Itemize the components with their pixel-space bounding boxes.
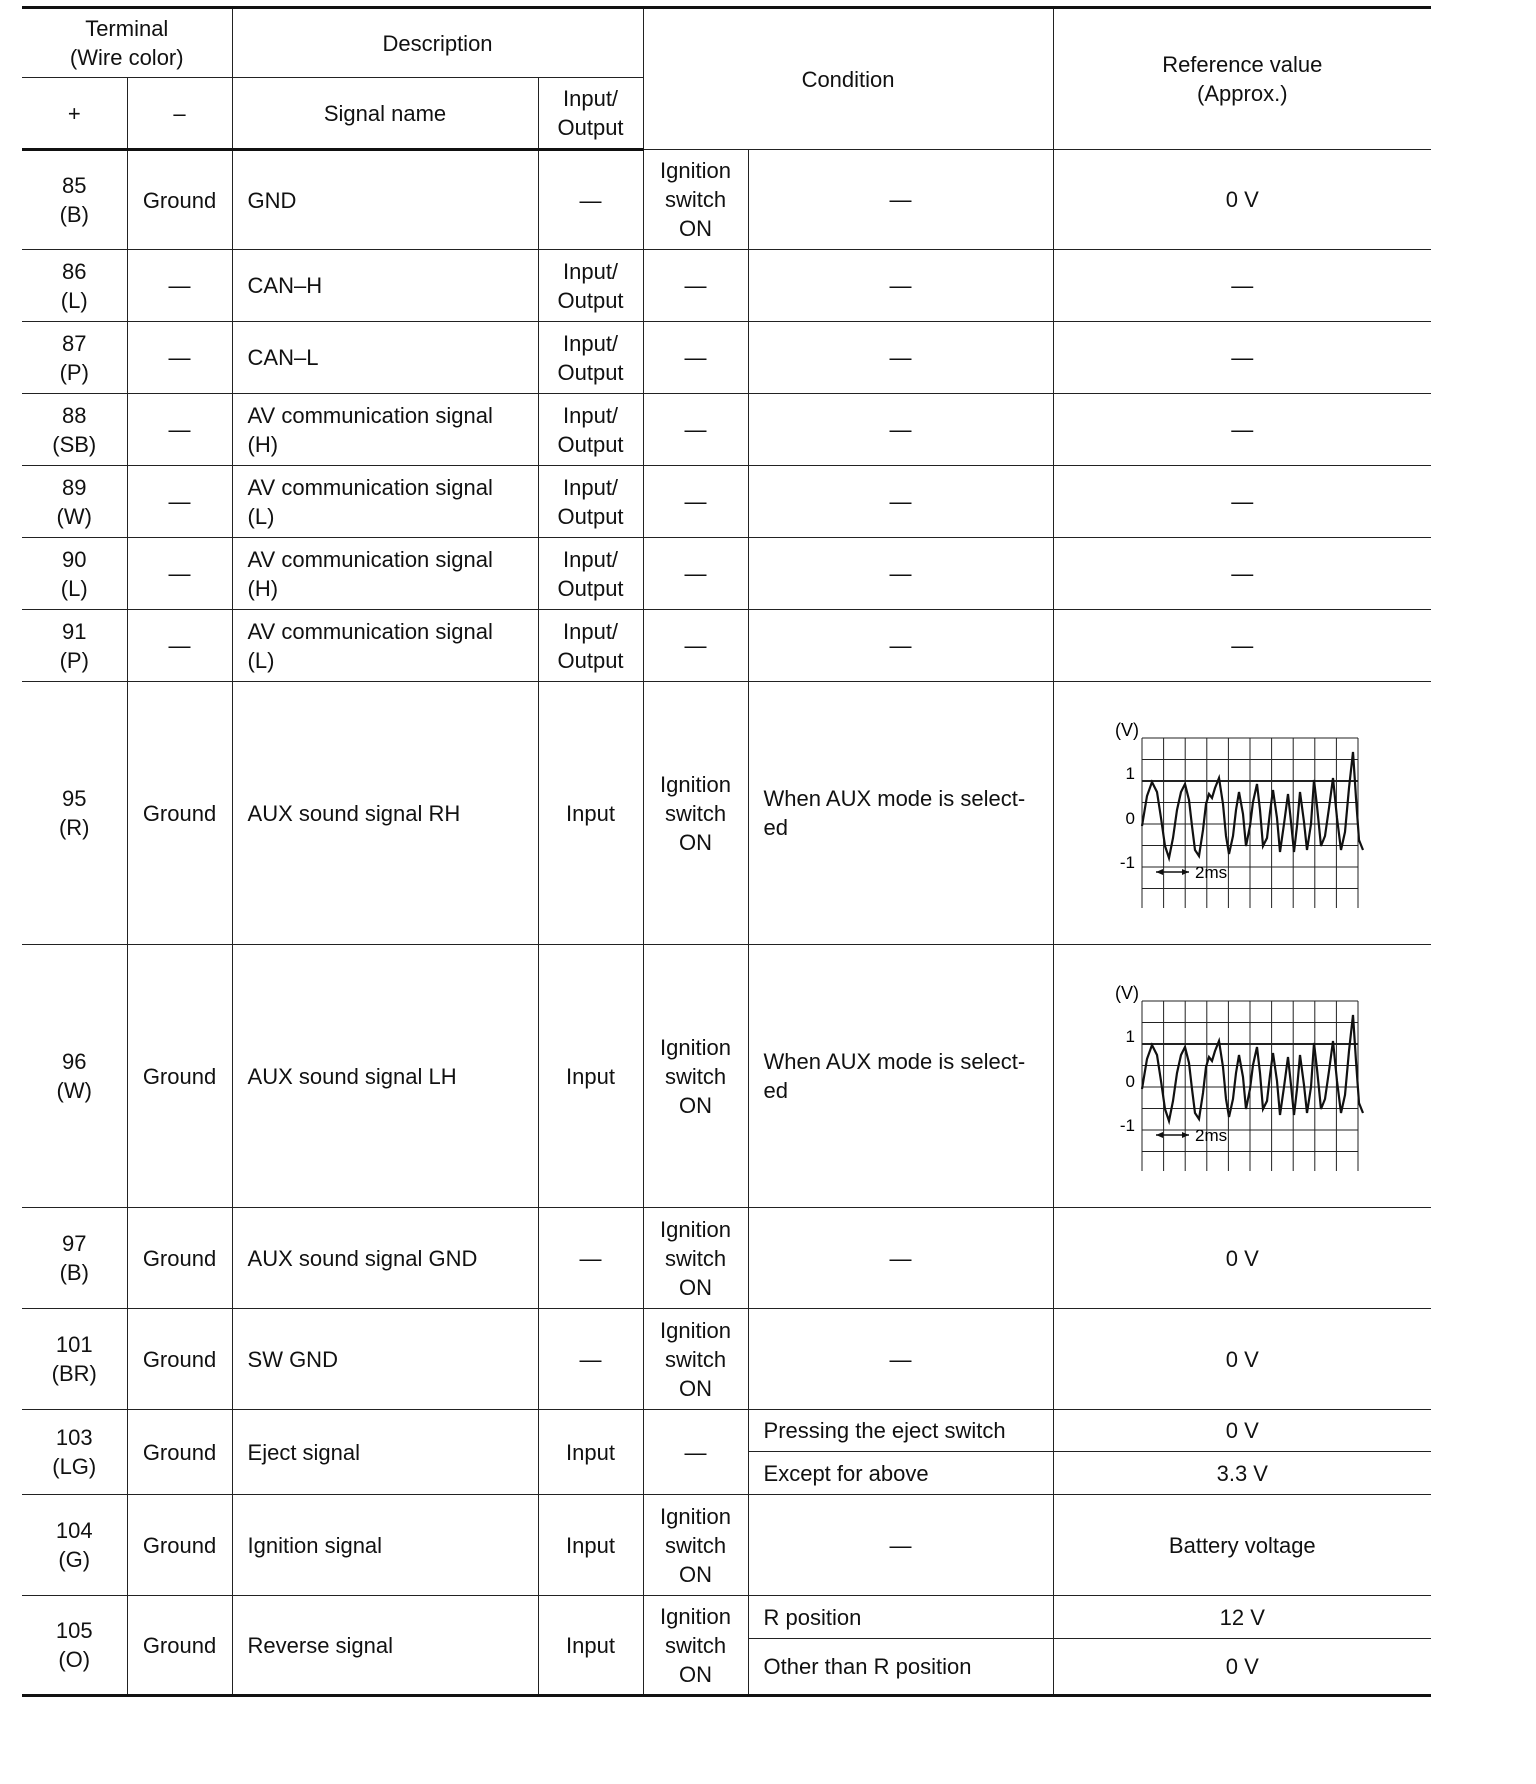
reference-cell: 12 V — [1053, 1596, 1431, 1639]
io-cell: — — [538, 150, 643, 250]
minus-cell: Ground — [127, 945, 232, 1208]
terminal-cell: 95 (R) — [22, 682, 127, 945]
io-cell: Input/ Output — [538, 610, 643, 682]
waveform-y-label: 0 — [1125, 809, 1136, 828]
io-cell: Input/ Output — [538, 322, 643, 394]
signal-name-cell: AUX sound signal RH — [232, 682, 538, 945]
header-minus: – — [127, 78, 232, 150]
reference-cell: Battery voltage — [1053, 1495, 1431, 1596]
signal-name-cell: AUX sound signal GND — [232, 1208, 538, 1309]
minus-cell: — — [127, 394, 232, 466]
header-terminal: Terminal (Wire color) — [22, 8, 232, 78]
table-row — [22, 1596, 1431, 1639]
ignition-cell: — — [643, 322, 748, 394]
io-cell: Input/ Output — [538, 466, 643, 538]
reference-waveform-cell — [1053, 682, 1431, 945]
minus-cell: Ground — [127, 1495, 232, 1596]
condition-cell: Pressing the eject switch — [748, 1410, 1053, 1452]
terminal-cell: 86 (L) — [22, 250, 127, 322]
condition-cell: — — [748, 466, 1053, 538]
reference-cell: 0 V — [1053, 1639, 1431, 1696]
reference-cell: 3.3 V — [1053, 1452, 1431, 1495]
signal-name-cell: AV communication signal (H) — [232, 394, 538, 466]
terminal-cell: 89 (W) — [22, 466, 127, 538]
terminal-cell: 87 (P) — [22, 322, 127, 394]
ignition-cell: Ignition switch ON — [643, 1309, 748, 1410]
io-cell: Input — [538, 945, 643, 1208]
condition-cell: — — [748, 538, 1053, 610]
minus-cell: — — [127, 466, 232, 538]
waveform-unit-label: (V) — [1115, 983, 1140, 1003]
io-cell: Input/ Output — [538, 394, 643, 466]
condition-cell: Other than R position — [748, 1639, 1053, 1696]
minus-cell: Ground — [127, 150, 232, 250]
io-cell: Input/ Output — [538, 250, 643, 322]
terminal-cell: 88 (SB) — [22, 394, 127, 466]
condition-cell: — — [748, 394, 1053, 466]
reference-waveform-cell — [1053, 945, 1431, 1208]
table-row — [22, 538, 1431, 610]
io-cell: Input — [538, 1596, 643, 1696]
ignition-cell: — — [643, 538, 748, 610]
waveform-unit-label: (V) — [1115, 720, 1140, 740]
ignition-cell: — — [643, 610, 748, 682]
minus-cell: — — [127, 322, 232, 394]
table-row — [22, 945, 1431, 1208]
terminal-cell: 101 (BR) — [22, 1309, 127, 1410]
minus-cell: Ground — [127, 1309, 232, 1410]
time-division-marker — [1156, 869, 1189, 875]
reference-cell: 0 V — [1053, 1410, 1431, 1452]
condition-cell: — — [748, 1208, 1053, 1309]
reference-cell: — — [1053, 322, 1431, 394]
table-row — [22, 682, 1431, 945]
reference-cell: — — [1053, 250, 1431, 322]
condition-cell: — — [748, 250, 1053, 322]
io-cell: Input — [538, 1495, 643, 1596]
table-row — [22, 466, 1431, 538]
condition-cell: — — [748, 150, 1053, 250]
condition-cell: Except for above — [748, 1452, 1053, 1495]
header-signal-name: Signal name — [232, 78, 538, 150]
table-row — [22, 1309, 1431, 1410]
minus-cell: Ground — [127, 682, 232, 945]
ignition-cell: Ignition switch ON — [643, 682, 748, 945]
ignition-cell: — — [643, 466, 748, 538]
signal-name-cell: AV communication signal (L) — [232, 466, 538, 538]
ignition-cell: — — [643, 1410, 748, 1495]
waveform-chart — [1107, 718, 1377, 908]
minus-cell: Ground — [127, 1208, 232, 1309]
condition-cell: — — [748, 1495, 1053, 1596]
ignition-cell: — — [643, 250, 748, 322]
terminal-cell: 85 (B) — [22, 150, 127, 250]
table-row — [22, 150, 1431, 250]
terminal-cell: 96 (W) — [22, 945, 127, 1208]
waveform-trace — [1142, 1015, 1363, 1121]
table-row — [22, 1495, 1431, 1596]
ignition-cell: — — [643, 394, 748, 466]
signal-name-cell: Eject signal — [232, 1410, 538, 1495]
reference-cell: — — [1053, 466, 1431, 538]
waveform-y-label: 1 — [1125, 1027, 1136, 1046]
header-plus: + — [22, 78, 127, 150]
ignition-cell: Ignition switch ON — [643, 945, 748, 1208]
minus-cell: Ground — [127, 1596, 232, 1696]
signal-name-cell: AUX sound signal LH — [232, 945, 538, 1208]
ignition-cell: Ignition switch ON — [643, 1596, 748, 1696]
table-row — [22, 610, 1431, 682]
terminal-cell: 91 (P) — [22, 610, 127, 682]
minus-cell: Ground — [127, 1410, 232, 1495]
condition-cell: — — [748, 322, 1053, 394]
condition-cell: — — [748, 1309, 1053, 1410]
ignition-cell: Ignition switch ON — [643, 150, 748, 250]
ignition-cell: Ignition switch ON — [643, 1495, 748, 1596]
header-condition: Condition — [643, 8, 1053, 150]
waveform-y-label: 1 — [1125, 764, 1136, 783]
signal-name-cell: SW GND — [232, 1309, 538, 1410]
table-row — [22, 1410, 1431, 1452]
minus-cell: — — [127, 250, 232, 322]
waveform-y-label: -1 — [1120, 1116, 1136, 1135]
waveform-time-label: 2ms — [1195, 1126, 1228, 1145]
condition-cell: R position — [748, 1596, 1053, 1639]
header-description: Description — [232, 8, 643, 78]
reference-cell: 0 V — [1053, 150, 1431, 250]
signal-name-cell: AV communication signal (L) — [232, 610, 538, 682]
reference-cell: — — [1053, 610, 1431, 682]
terminal-table — [22, 6, 1431, 1697]
reference-cell: 0 V — [1053, 1309, 1431, 1410]
header-reference: Reference value (Approx.) — [1053, 8, 1431, 150]
waveform-chart — [1107, 981, 1377, 1171]
reference-cell: — — [1053, 394, 1431, 466]
io-cell: — — [538, 1309, 643, 1410]
waveform-trace — [1142, 752, 1363, 858]
io-cell: — — [538, 1208, 643, 1309]
table-row — [22, 1208, 1431, 1309]
terminal-cell: 90 (L) — [22, 538, 127, 610]
signal-name-cell: Reverse signal — [232, 1596, 538, 1696]
condition-cell: When AUX mode is select- ed — [748, 945, 1053, 1208]
signal-name-cell: CAN–H — [232, 250, 538, 322]
time-division-marker — [1156, 1132, 1189, 1138]
condition-cell: When AUX mode is select- ed — [748, 682, 1053, 945]
terminal-cell: 103 (LG) — [22, 1410, 127, 1495]
minus-cell: — — [127, 610, 232, 682]
waveform-time-label: 2ms — [1195, 863, 1228, 882]
table-row — [22, 394, 1431, 466]
terminal-cell: 97 (B) — [22, 1208, 127, 1309]
waveform-y-label: -1 — [1120, 853, 1136, 872]
reference-cell: 0 V — [1053, 1208, 1431, 1309]
reference-cell: — — [1053, 538, 1431, 610]
terminal-cell: 104 (G) — [22, 1495, 127, 1596]
table-row — [22, 250, 1431, 322]
io-cell: Input — [538, 682, 643, 945]
terminal-cell: 105 (O) — [22, 1596, 127, 1696]
signal-name-cell: CAN–L — [232, 322, 538, 394]
condition-cell: — — [748, 610, 1053, 682]
ignition-cell: Ignition switch ON — [643, 1208, 748, 1309]
waveform-y-label: 0 — [1125, 1072, 1136, 1091]
table-row — [22, 322, 1431, 394]
io-cell: Input/ Output — [538, 538, 643, 610]
header-input-output: Input/ Output — [538, 78, 643, 150]
signal-name-cell: GND — [232, 150, 538, 250]
io-cell: Input — [538, 1410, 643, 1495]
signal-name-cell: Ignition signal — [232, 1495, 538, 1596]
minus-cell: — — [127, 538, 232, 610]
signal-name-cell: AV communication signal (H) — [232, 538, 538, 610]
